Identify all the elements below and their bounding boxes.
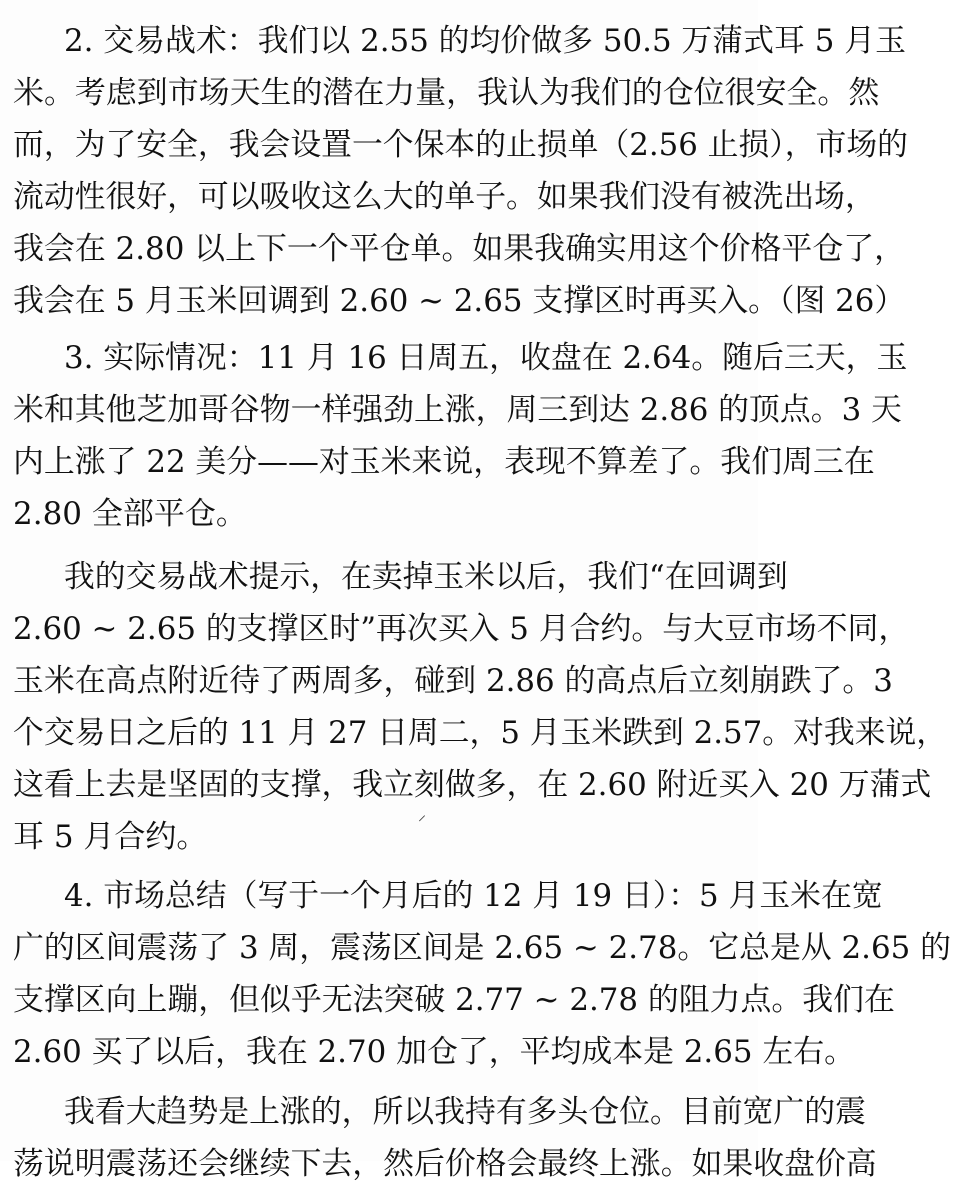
text-line xyxy=(0,1138,877,1190)
text-line-content: 米和其他芝加哥谷物一样强劲上涨，周三到达 2.86 的顶点。3 天 xyxy=(13,392,902,428)
text-line xyxy=(0,171,876,223)
text-line xyxy=(0,551,788,603)
text-line xyxy=(0,603,910,655)
text-line-content: 广的区间震荡了 3 周，震荡区间是 2.65 ~ 2.78。它总是从 2.65 的 xyxy=(13,930,951,966)
text-line-content: 4. 市场总结（写于一个月后的 12 月 19 日）：5 月玉米在宽 xyxy=(64,878,883,914)
text-line xyxy=(0,488,758,540)
text-line-content: 我会在 2.80 以上下一个平仓单。如果我确实用这个价格平仓了， xyxy=(13,231,906,267)
text-line xyxy=(0,275,906,327)
text-line-content: 内上涨了 22 美分——对玉米来说，表现不算差了。我们周三在 xyxy=(13,444,875,480)
text-line-content: 我会在 5 月玉米回调到 2.60 ~ 2.65 支撑区时再买入。（图 26） xyxy=(13,283,906,319)
text-line-content: 我的交易战术提示，在卖掉玉米以后，我们“在回调到 xyxy=(64,559,788,595)
text-line xyxy=(0,119,908,171)
text-line xyxy=(0,974,895,1026)
text-line xyxy=(0,707,948,759)
text-line-content: 2.60 ~ 2.65 的支撑区时”再次买入 5 月合约。与大豆市场不同， xyxy=(13,611,910,647)
text-line-content: 个交易日之后的 11 月 27 日周二，5 月玉米跌到 2.57。对我来说， xyxy=(13,715,948,751)
text-line xyxy=(0,223,906,275)
text-line-content: 流动性很好，可以吸收这么大的单子。如果我们没有被洗出场， xyxy=(13,179,876,215)
scan-mark: ⸝ xyxy=(418,805,427,824)
text-line-content: 米。考虑到市场天生的潜在力量，我认为我们的仓位很安全。然 xyxy=(13,75,880,111)
text-line-content: 而，为了安全，我会设置一个保本的止损单（2.56 止损），市场的 xyxy=(13,127,908,163)
text-line xyxy=(0,15,906,67)
text-line xyxy=(0,1026,855,1078)
text-line-content: 我看大趋势是上涨的，所以我持有多头仓位。目前宽广的震 xyxy=(64,1094,866,1130)
text-line-content: 玉米在高点附近待了两周多，碰到 2.86 的高点后立刻崩跌了。3 xyxy=(13,663,893,699)
text-line xyxy=(0,67,880,119)
text-line xyxy=(0,655,893,707)
text-line-content: 3. 实际情况：11 月 16 日周五，收盘在 2.64。随后三天，玉 xyxy=(64,340,908,376)
text-line-content: 荡说明震荡还会继续下去，然后价格会最终上涨。如果收盘价高 xyxy=(13,1146,877,1182)
text-line xyxy=(0,1086,866,1138)
text-line-content: 2.80 全部平仓。 xyxy=(13,496,247,532)
text-line xyxy=(0,332,908,384)
text-line xyxy=(0,436,875,488)
text-line-content: 支撑区向上蹦，但似乎无法突破 2.77 ~ 2.78 的阻力点。我们在 xyxy=(13,982,895,1018)
text-line xyxy=(0,922,951,974)
text-line xyxy=(0,870,883,922)
text-line xyxy=(0,384,902,436)
text-line-content: 2.60 买了以后，我在 2.70 加仓了，平均成本是 2.65 左右。 xyxy=(13,1034,855,1070)
text-line-content: 2. 交易战术：我们以 2.55 的均价做多 50.5 万蒲式耳 5 月玉 xyxy=(64,23,906,59)
text-line-content: 这看上去是坚固的支撑，我立刻做多，在 2.60 附近买入 20 万蒲式 xyxy=(13,767,932,803)
text-line xyxy=(0,811,758,863)
text-line xyxy=(0,759,932,811)
text-line-content: 耳 5 月合约。 xyxy=(13,819,208,855)
